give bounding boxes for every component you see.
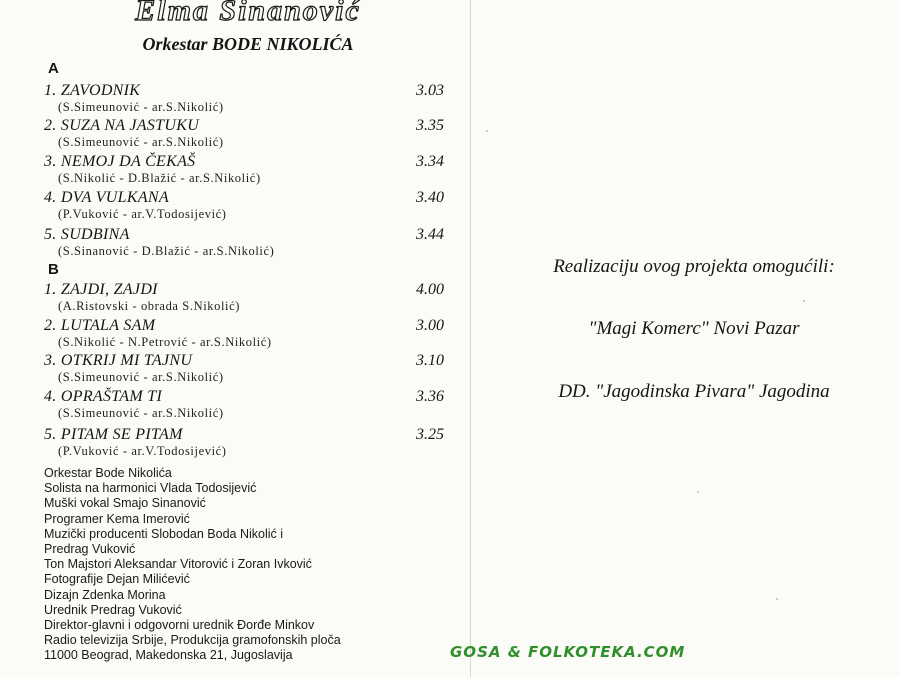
track-title: 3. OTKRIJ MI TAJNU	[44, 352, 193, 369]
track-title: 5. PITAM SE PITAM	[44, 426, 183, 443]
track-duration: 4.00	[416, 281, 444, 298]
credit-line: Predrag Vuković	[44, 542, 136, 557]
track-duration: 3.40	[416, 189, 444, 206]
credit-line: Direktor-glavni i odgovorni urednik Đorđe Minkov	[44, 618, 315, 633]
credit-line: Radio televizija Srbije, Produkcija gramofonskih ploča	[44, 633, 341, 648]
track-duration: 3.25	[416, 426, 444, 443]
track-credits: (P.Vuković - ar.V.Todosijević)	[58, 444, 227, 458]
credit-line: 11000 Beograd, Makedonska 21, Jugoslavija	[44, 648, 293, 663]
track-duration: 3.00	[416, 317, 444, 334]
side-b-label: B	[48, 261, 59, 278]
track-duration: 3.44	[416, 226, 444, 243]
scan-speck	[486, 130, 488, 132]
track-title: 4. DVA VULKANA	[44, 189, 169, 206]
track-credits: (P.Vuković - ar.V.Todosijević)	[58, 207, 227, 221]
credit-line: Solista na harmonici Vlada Todosijević	[44, 481, 257, 496]
scan-speck	[697, 491, 699, 493]
track-title: 3. NEMOJ DA ČEKAŠ	[44, 153, 196, 170]
side-a-label: A	[48, 60, 59, 77]
credit-line: Orkestar Bode Nikolića	[44, 466, 172, 480]
track-title: 1. ZAVODNIK	[44, 82, 141, 99]
track-duration: 3.10	[416, 352, 444, 369]
track-title: 2. SUZA NA JASTUKU	[44, 117, 200, 134]
credit-line: Ton Majstori Aleksandar Vitorović i Zoran Ivković	[44, 557, 312, 572]
scan-speck	[803, 300, 805, 302]
track-b1	[44, 281, 464, 317]
track-a5	[44, 226, 464, 262]
thanks-heading: Realizaciju ovog projekta omogućili:	[553, 256, 835, 277]
watermark-text: GOSA & FOLKOTEKA.COM	[450, 643, 686, 661]
track-a4	[44, 189, 464, 225]
track-a1	[44, 82, 464, 118]
track-credits: (S.Simeunović - ar.S.Nikolić)	[58, 406, 224, 420]
sponsor-jagodinska-pivara: DD. "Jagodinska Pivara" Jagodina	[558, 381, 830, 402]
credit-line: Urednik Predrag Vuković	[44, 602, 182, 617]
track-b3	[44, 352, 464, 388]
track-title: 2. LUTALA SAM	[44, 317, 156, 334]
track-credits: (S.Simeunović - ar.S.Nikolić)	[58, 100, 224, 114]
track-credits: (S.Simeunović - ar.S.Nikolić)	[58, 135, 224, 149]
track-title: 5. SUDBINA	[44, 226, 130, 243]
orchestra-name: Orkestar BODE NIKOLIĆA	[142, 34, 354, 54]
track-credits: (S.Sinanović - D.Blažić - ar.S.Nikolić)	[58, 244, 275, 258]
sponsor-magi-komerc: "Magi Komerc" Novi Pazar	[588, 318, 800, 339]
track-duration: 3.03	[416, 82, 444, 99]
artist-name: Elma Sinanović	[135, 0, 361, 27]
track-duration: 3.34	[416, 153, 444, 170]
track-credits: (S.Nikolić - N.Petrović - ar.S.Nikolić)	[58, 335, 272, 349]
track-a2	[44, 117, 464, 153]
track-title: 1. ZAJDI, ZAJDI	[44, 281, 158, 298]
credit-line: Fotografije Dejan Milićević	[44, 572, 190, 587]
track-b4	[44, 388, 464, 424]
production-credits	[44, 466, 464, 664]
track-b2	[44, 317, 464, 353]
track-credits: (S.Simeunović - ar.S.Nikolić)	[58, 370, 224, 384]
track-a3	[44, 153, 464, 189]
credit-line: Dizajn Zdenka Morina	[44, 587, 166, 602]
credit-line: Programer Kema Imerović	[44, 511, 190, 526]
credit-line: Muški vokal Smajo Sinanović	[44, 496, 206, 511]
credit-line: Muzički producenti Slobodan Boda Nikolić i	[44, 526, 284, 541]
track-duration: 3.35	[416, 117, 444, 134]
track-b5	[44, 426, 464, 462]
track-credits: (S.Nikolić - D.Blažić - ar.S.Nikolić)	[58, 171, 261, 185]
fold-line	[470, 0, 471, 677]
track-credits: (A.Ristovski - obrada S.Nikolić)	[58, 299, 241, 313]
scan-speck	[776, 598, 778, 600]
track-duration: 3.36	[416, 388, 444, 405]
track-title: 4. OPRAŠTAM TI	[44, 388, 163, 405]
